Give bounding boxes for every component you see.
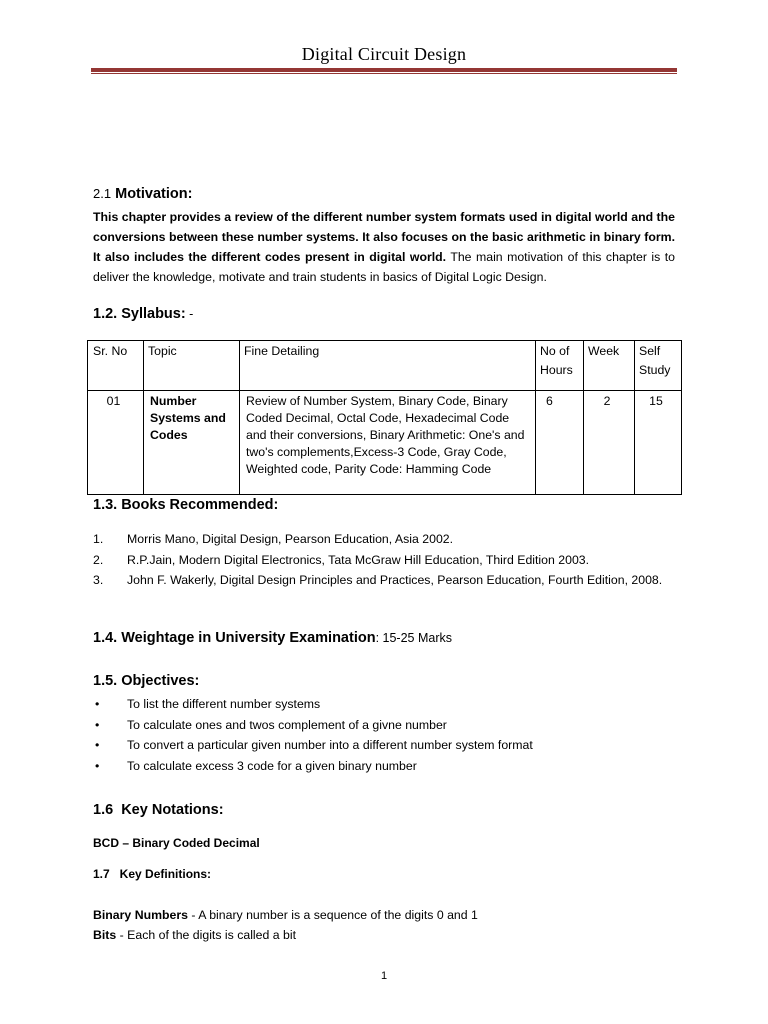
bullet-icon: •: [95, 758, 100, 773]
syllabus-trail: -: [185, 307, 194, 321]
list-item: [93, 756, 693, 777]
cell-hours: 6: [546, 394, 553, 408]
objective-text: To calculate excess 3 code for a given binary number: [127, 758, 417, 773]
bullet-icon: •: [95, 738, 100, 752]
col-header-hours: No of Hours: [540, 344, 573, 377]
definition-text: - A binary number is a sequence of the digits 0 and 1: [188, 908, 478, 922]
list-item: [93, 715, 693, 736]
definition-text: - Each of the digits is called a bit: [116, 928, 296, 942]
cell-topic: Number Systems and Codes: [150, 394, 226, 442]
col-header-sr-no: Sr. No: [93, 344, 128, 358]
list-item: [93, 570, 667, 591]
bullet-icon: •: [95, 717, 100, 732]
bullet-icon: •: [95, 697, 100, 711]
table-row: [88, 391, 682, 495]
definitions-heading: 1.7 Key Definitions:: [93, 867, 212, 881]
motivation-number: 2.1: [93, 186, 112, 201]
col-header-self-study: Self Study: [639, 344, 671, 377]
col-header-topic: Topic: [148, 344, 177, 358]
cell-fine-detailing: Review of Number System, Binary Code, Binary Coded Decimal, Octal Code, Hexadecimal Code and their conversions, Binary Arithmetic: One's and two's complements,Excess-3 Code, Gray Code, Weighted code, Parity Code: Hamming Code: [246, 394, 525, 476]
cell-sr-no: 01: [106, 394, 121, 408]
objectives-heading: 1.5. Objectives:: [93, 673, 200, 689]
list-item: [93, 529, 693, 550]
books-heading: 1.3. Books Recommended:: [93, 497, 279, 513]
objective-text: To convert a particular given number into a different number system format: [127, 738, 533, 752]
page-header-title: Digital Circuit Design: [301, 44, 467, 64]
cell-week: 2: [603, 394, 611, 408]
notation-item: BCD – Binary Coded Decimal: [93, 836, 260, 850]
objectives-list: [93, 694, 693, 776]
header-rule: [91, 68, 677, 72]
definition-item: [93, 925, 296, 945]
book-text: Morris Mano, Digital Design, Pearson Education, Asia 2002.: [127, 532, 454, 546]
definition-term: Binary Numbers: [93, 908, 188, 922]
motivation-title: Motivation:: [115, 186, 193, 202]
book-text: R.P.Jain, Modern Digital Electronics, Tata McGraw Hill Education, Third Edition 2003.: [127, 552, 590, 567]
header-rule-thin: [91, 73, 677, 74]
book-number: 3.: [93, 573, 104, 587]
definition-item: [93, 905, 478, 925]
syllabus-heading: [93, 306, 193, 322]
motivation-paragraph: [93, 207, 675, 287]
definition-term: Bits: [93, 928, 117, 942]
syllabus-table: [87, 340, 682, 495]
table-header-row: [88, 341, 682, 391]
objective-text: To list the different number systems: [127, 697, 321, 711]
cell-self-study: 15: [649, 394, 663, 408]
list-item: [93, 550, 693, 571]
motivation-bold-text: This chapter provides a review of the different number system formats used in digital world and the conversions between these number systems. It also focuses on the basic arithmetic in binary form. It also includes the different codes present in digital world.: [93, 210, 675, 264]
page-number: 1: [380, 970, 388, 982]
col-header-fine-detailing: Fine Detailing: [244, 344, 320, 358]
weightage-value: : 15-25 Marks: [375, 631, 452, 645]
weightage-heading: [93, 630, 452, 646]
book-number: 1.: [93, 532, 104, 546]
motivation-heading: [93, 186, 192, 202]
objective-text: To calculate ones and twos complement of a givne number: [127, 717, 447, 732]
books-list: [93, 529, 693, 591]
notations-heading: 1.6 Key Notations:: [93, 802, 224, 818]
motivation-normal-text: The main motivation of this chapter is to deliver the knowledge, motivate and train students in basics of Digital Logic Design.: [93, 250, 675, 284]
list-item: [93, 694, 693, 715]
book-text: John F. Wakerly, Digital Design Principles and Practices, Pearson Education, Fourth Edition, 2008.: [127, 573, 663, 587]
list-item: [93, 735, 693, 756]
book-number: 2.: [93, 552, 104, 567]
weightage-title: 1.4. Weightage in University Examination: [93, 630, 376, 646]
syllabus-title: 1.2. Syllabus:: [93, 306, 186, 322]
col-header-week: Week: [588, 344, 620, 358]
